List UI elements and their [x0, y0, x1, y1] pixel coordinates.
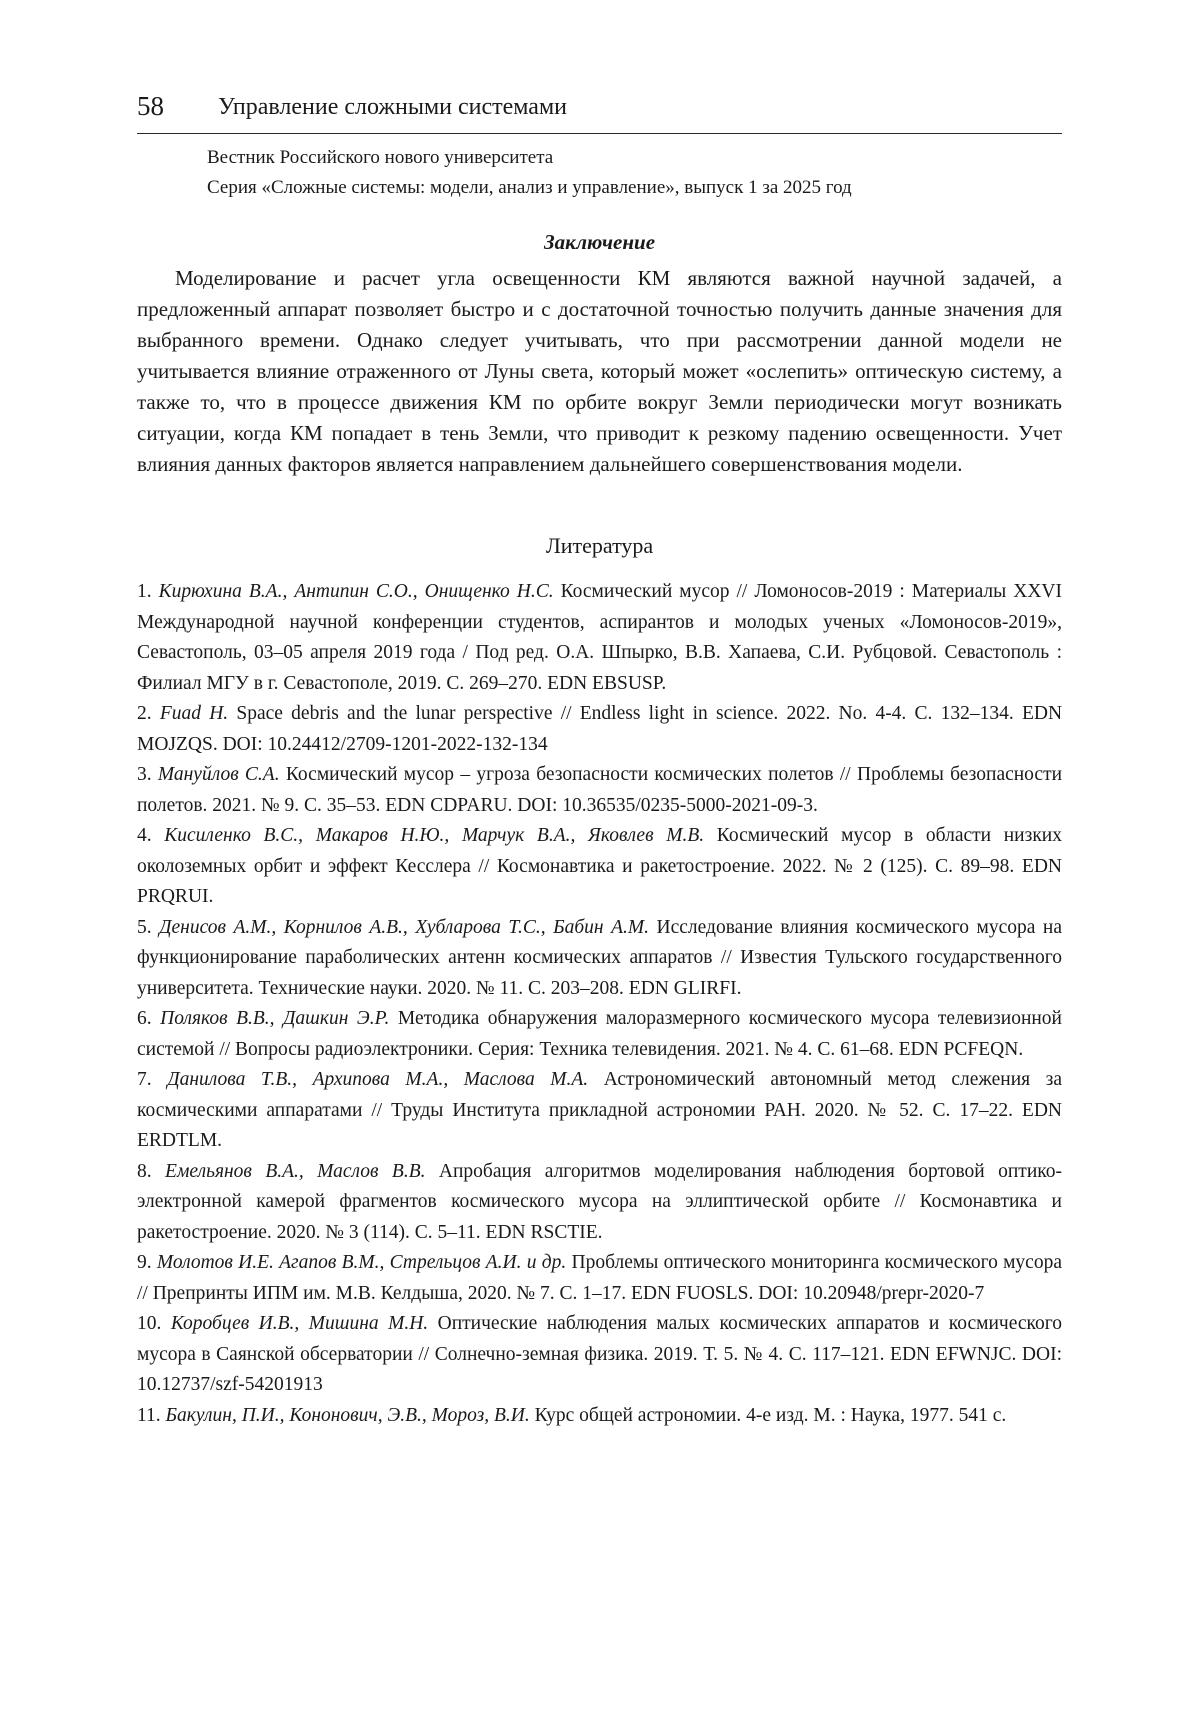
- reference-authors: Коробцев И.В., Мишина М.Н.: [170, 1313, 429, 1334]
- reference-number: 7.: [137, 1069, 152, 1090]
- reference-number: 6.: [137, 1008, 152, 1029]
- reference-text: Апробация алгоритмов моделирования наблюдения бортовой оптико-электронной камерой фрагментов космического мусора на эллиптической орбите // Космонавтика и ракетостроение. 2020. № 3 (114). С. 5–11. EDN RSCTIE.: [137, 1160, 1062, 1243]
- reference-item: [137, 699, 1062, 760]
- reference-item: [137, 1401, 1062, 1432]
- running-header: [137, 87, 1062, 134]
- reference-text: Космический мусор в области низких околоземных орбит и эффект Кесслера // Космонавтика и ракетостроение. 2022. № 2 (125). С. 89–98. EDN PRQRUI.: [137, 825, 1062, 907]
- reference-number: 3.: [137, 764, 152, 785]
- reference-number: 2.: [137, 703, 152, 724]
- reference-authors: Молотов И.Е. Агапов В.М., Стрельцов А.И. и др.: [156, 1252, 567, 1273]
- journal-series: Серия «Сложные системы: модели, анализ и управление», выпуск 1 за 2025 год: [207, 177, 852, 198]
- reference-item: [137, 821, 1062, 913]
- reference-item: [137, 1004, 1062, 1065]
- reference-item: [137, 1157, 1062, 1249]
- reference-number: 5.: [137, 916, 152, 938]
- reference-number: 4.: [137, 825, 152, 846]
- reference-text: Оптические наблюдения малых космических аппаратов и космического мусора в Саянской обсерватории // Солнечно-земная физика. 2019. Т. 5. № 4. С. 117–121. EDN EFWNJC. DOI: 10.12737/szf-54201913: [137, 1313, 1063, 1395]
- reference-item: [137, 1309, 1062, 1401]
- references-heading: Литература: [545, 533, 654, 558]
- section-title: Управление сложными системами: [218, 94, 567, 120]
- reference-number: 8.: [137, 1160, 152, 1182]
- reference-authors: Кирюхина В.А., Антипин С.О., Онищенко Н.С.: [158, 581, 554, 602]
- references-list: [137, 577, 1062, 1431]
- reference-authors: Мануйлов С.А.: [157, 764, 280, 785]
- reference-authors: Fuad H.: [159, 703, 229, 724]
- reference-number: 10.: [137, 1313, 162, 1334]
- reference-number: 1.: [137, 581, 152, 602]
- reference-authors: Кисиленко В.С., Макаров Н.Ю., Марчук В.А., Яковлев М.В.: [164, 825, 705, 846]
- reference-text: Методика обнаружения малоразмерного космического мусора телевизионной системой // Вопросы радиоэлектроники. Серия: Техника телевидения. 2021. № 4. С. 61–68. EDN PCFEQN.: [137, 1008, 1062, 1060]
- reference-item: [137, 1065, 1062, 1157]
- reference-text: Астрономический автономный метод слежения за космическими аппаратами // Труды Института прикладной астрономии РАН. 2020. № 52. С. 17–22. EDN ERDTLM.: [137, 1069, 1063, 1151]
- reference-item: [137, 1248, 1062, 1309]
- reference-item: [137, 760, 1062, 821]
- reference-text: Исследование влияния космического мусора на функционирование параболических антенн космических аппаратов // Известия Тульского государственного университета. Технические науки. 2020. № 11. С. 203–208. EDN GLIRFI.: [137, 916, 1063, 999]
- reference-number: 9.: [137, 1252, 152, 1273]
- reference-text: Проблемы оптического мониторинга космического мусора // Препринты ИПМ им. М.В. Келдыша, 2020. № 7. С. 1–17. EDN FUOSLS. DOI: 10.20948/prepr-2020-7: [137, 1252, 1062, 1304]
- reference-authors: Данилова Т.В., Архипова М.А., Маслова М.А.: [167, 1069, 589, 1090]
- reference-text: Курс общей астрономии. 4-е изд. М. : Наука, 1977. 541 с.: [534, 1404, 1007, 1426]
- page-number: 58: [137, 91, 164, 121]
- reference-authors: Бакулин, П.И., Кононович, Э.В., Мороз, В.И.: [165, 1404, 530, 1426]
- journal-info: [207, 143, 1062, 203]
- reference-item: [137, 913, 1062, 1005]
- conclusion-text: Моделирование и расчет угла освещенности КМ являются важной научной задачей, а предложенный аппарат позволяет быстро и с достаточной точностью получить данные значения для выбранного времени. Однако следует учитывать, что при рассмотрении данной модели не учитывается влияние отраженного от Луны света, который может «ослепить» оптическую систему, а также то, что в процессе движения КМ по орбите вокруг Земли периодически могут возникать ситуации, когда КМ попадает в тень Земли, что приводит к резкому падению освещенности. Учет влияния данных факторов является направлением дальнейшего совершенствования модели.: [137, 266, 1062, 476]
- reference-authors: Денисов А.М., Корнилов А.В., Хубларова Т.С., Бабин А.М.: [159, 916, 650, 938]
- reference-text: Космический мусор – угроза безопасности космических полетов // Проблемы безопасности полетов. 2021. № 9. С. 35–53. EDN CDPARU. DOI: 10.36535/0235-5000-2021-09-3.: [137, 764, 1063, 816]
- reference-item: [137, 577, 1062, 699]
- reference-text: Space debris and the lunar perspective // Endless light in science. 2022. No. 4-4. С. 132–134. EDN MOJZQS. DOI: 10.24412/2709-1201-2022-132-134: [137, 703, 1063, 755]
- reference-authors: Поляков В.В., Дашкин Э.Р.: [160, 1008, 390, 1029]
- reference-text: Космический мусор // Ломоносов-2019 : Материалы XXVI Международной научной конференции студентов, аспирантов и молодых ученых «Ломоносов-2019», Севастополь, 03–05 апреля 2019 года / Под ред. О.А. Шпырко, В.В. Хапаева, С.И. Рубцовой. Севастополь : Филиал МГУ в г. Севастополе, 2019. С. 269–270. EDN EBSUSP.: [137, 581, 1062, 694]
- reference-authors: Емельянов В.А., Маслов В.В.: [165, 1160, 426, 1182]
- conclusion-heading: Заключение: [543, 230, 656, 254]
- journal-name: Вестник Российского нового университета: [207, 147, 554, 168]
- reference-number: 11.: [137, 1404, 161, 1426]
